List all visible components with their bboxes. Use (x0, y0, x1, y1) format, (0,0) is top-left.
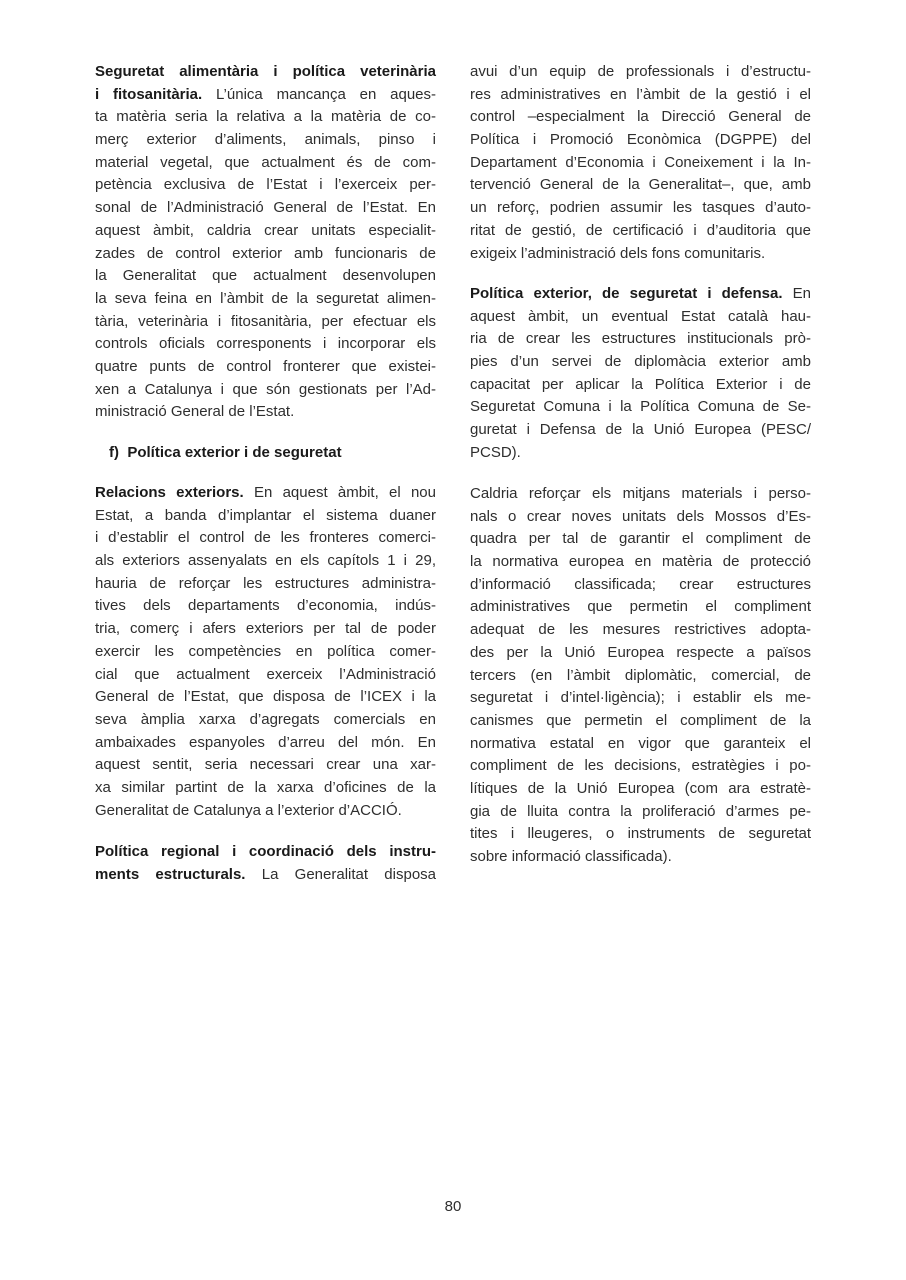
text-line (95, 841, 436, 864)
line-text: quadra per tal de garantir el compliment de (470, 530, 811, 548)
line-text: avui d’un equip de professionals i d’estructu- (470, 63, 811, 80)
line-text: tria, comerç i afers exteriors per tal de poder (95, 620, 436, 638)
bold-lead-in: Seguretat alimentària i política veterinària (95, 63, 436, 80)
bold-lead-in: Relacions exteriors. (95, 484, 244, 501)
text-line (95, 482, 436, 505)
line-text: la seva feina en l’àmbit de la seguretat alimen- (95, 289, 436, 307)
text-line (95, 618, 436, 641)
text-line (470, 283, 811, 306)
line-text: control –especialment la Direcció General de (470, 108, 811, 126)
text-line (95, 800, 436, 823)
text-line (95, 641, 436, 664)
line-text: administratives que permetin el compliment (470, 598, 811, 616)
line-text: aquest àmbit, caldria crear unitats especialit- (95, 221, 436, 239)
text-line (470, 442, 811, 465)
bold-lead-in: Política regional i coordinació dels instru- (95, 843, 436, 860)
line-text: hauria de reforçar les estructures administra- (95, 574, 436, 592)
line-text: aquest àmbit, un eventual Estat català hau- (470, 307, 811, 325)
text-line (470, 61, 811, 84)
text-line (470, 84, 811, 107)
line-text: gia de lluita contra la proliferació d’armes pe- (470, 802, 811, 820)
text-line (470, 801, 811, 824)
text-line (470, 710, 811, 733)
paragraph (470, 61, 811, 265)
line-text: normativa estatal en vigor que garanteix el (470, 734, 811, 752)
text-line (95, 265, 436, 288)
text-line (95, 152, 436, 175)
line-text: General de l’Estat, que disposa de l’ICEX i la (95, 688, 436, 706)
line-text: la Generalitat que actualment desenvolupen (95, 267, 436, 285)
text-line (95, 709, 436, 732)
text-line (470, 551, 811, 574)
line-text: d’informació classificada; crear estructures (470, 575, 811, 593)
text-line (95, 550, 436, 573)
line-text: Seguretat Comuna i la Política Comuna de Se- (470, 398, 811, 416)
paragraph (95, 61, 436, 424)
line-text: canismes que permetin el compliment de la (470, 711, 811, 729)
text-line (95, 288, 436, 311)
text-line (470, 328, 811, 351)
line-text: La Generalitat disposa (245, 865, 437, 883)
line-text: tervenció General de la Generalitat–, que, amb (470, 176, 811, 194)
line-text: i d’establir el control de les fronteres comerci- (95, 529, 436, 547)
line-text: zades de control exterior amb funcionaris de (95, 244, 436, 262)
line-text: Estat, a banda d’implantar el sistema duaner (95, 506, 436, 524)
text-line (95, 356, 436, 379)
text-line (95, 686, 436, 709)
text-line (470, 665, 811, 688)
line-text: xa similar partint de la xarxa d’oficines de la (95, 778, 436, 796)
paragraph (470, 483, 811, 869)
line-text: la normativa europea en matèria de protecció (470, 553, 811, 571)
text-line (95, 129, 436, 152)
line-text: ria de crear les estructures institucionals prò- (470, 330, 811, 348)
line-text: sobre informació classificada). (470, 848, 672, 865)
line-text: petència exclusiva de l’Estat i l’exerceix per- (95, 176, 436, 194)
text-line (470, 823, 811, 846)
text-line (95, 61, 436, 84)
line-text: material vegetal, que actualment és de com- (95, 153, 436, 171)
bold-lead-in: i fitosanitària. (95, 85, 203, 103)
text-line (95, 732, 436, 755)
text-line (470, 243, 811, 266)
line-text: seguretat i d’intel·ligència); i establir els me- (470, 689, 811, 707)
text-line (470, 306, 811, 329)
text-line (95, 595, 436, 618)
text-line (95, 106, 436, 129)
line-text: xen a Catalunya i que són gestionats per l’Ad- (95, 380, 436, 398)
text-line (470, 197, 811, 220)
text-line (95, 527, 436, 550)
text-line (95, 401, 436, 424)
text-line (95, 664, 436, 687)
line-text: tercers (en l’àmbit diplomàtic, comercial, de (470, 666, 811, 684)
text-line (470, 506, 811, 529)
line-text: En aquest àmbit, el nou (243, 484, 436, 501)
line-text: PCSD). (470, 443, 521, 461)
text-line (95, 311, 436, 334)
line-text: pies d’un servei de diplomàcia exterior amb (470, 353, 811, 371)
text-line (95, 864, 436, 887)
line-text: adequat de les mesures restrictives adopta- (470, 621, 811, 639)
line-text: Caldria reforçar els mitjans materials i perso- (470, 485, 811, 502)
line-text: seva àmplia xarxa d’agregats comercials en (95, 710, 436, 728)
text-line (95, 777, 436, 800)
line-text: lítiques de la Unió Europea (com ara estratè- (470, 779, 811, 797)
text-line (95, 174, 436, 197)
text-line (470, 419, 811, 442)
text-line (470, 619, 811, 642)
line-text: ambaixades espanyoles d’arreu del món. En (95, 733, 436, 751)
line-text: sonal de l’Administració General de l’Estat. En (95, 199, 436, 217)
line-text: controls oficials corresponents i incorporar els (95, 335, 436, 353)
line-text: tària, veterinària i fitosanitària, per efectuar els (95, 312, 436, 330)
text-line (470, 574, 811, 597)
text-line (470, 778, 811, 801)
bold-lead-in: Política exterior, de seguretat i defensa. (470, 285, 783, 302)
line-text: Política i Promoció Econòmica (DGPPE) del (470, 131, 811, 149)
text-line (95, 197, 436, 220)
text-line (470, 846, 811, 869)
line-text: res administratives en l’àmbit de la gestió i el (470, 85, 811, 103)
line-text: ministració General de l’Estat. (95, 403, 295, 421)
text-line (95, 379, 436, 402)
text-line (470, 687, 811, 710)
text-line (95, 243, 436, 266)
line-text: des per la Unió Europea respecte a països (470, 643, 811, 661)
bold-lead-in: ments estructurals. (95, 865, 246, 883)
text-line (95, 573, 436, 596)
text-line (95, 505, 436, 528)
text-line (470, 374, 811, 397)
line-text: L’única mancança en aques- (202, 85, 436, 103)
text-line (470, 106, 811, 129)
text-line (470, 596, 811, 619)
line-text: exercir les competències en política comer- (95, 642, 436, 660)
line-text: ta matèria seria la relativa a la matèria de co- (95, 108, 436, 126)
text-line (470, 733, 811, 756)
text-line (470, 129, 811, 152)
paragraph (95, 841, 436, 886)
line-text: guretat i Defensa de la Unió Europea (PESC/ (470, 421, 811, 439)
text-line (470, 483, 811, 506)
text-line (95, 220, 436, 243)
line-text: capacitat per aplicar la Política Exterior i de (470, 375, 811, 393)
text-line (470, 642, 811, 665)
text-line (95, 754, 436, 777)
text-line (470, 528, 811, 551)
line-text: tites i lleugeres, o instruments de seguretat (470, 825, 811, 843)
text-line (95, 84, 436, 107)
line-text: Generalitat de Catalunya a l’exterior d’ACCIÓ. (95, 801, 402, 819)
line-text: compliment de les decisions, estratègies i po- (470, 757, 811, 775)
text-line (470, 152, 811, 175)
line-text: tives dels departaments d’economia, indús- (95, 597, 436, 615)
line-text: quatre punts de control fronterer que existei- (95, 357, 436, 375)
line-text: aquest sentit, seria necessari crear una xar- (95, 756, 436, 774)
text-line (470, 220, 811, 243)
text-line (95, 333, 436, 356)
text-line (470, 351, 811, 374)
line-text: En (782, 285, 812, 302)
page-number: 80 (444, 1198, 462, 1215)
text-line (470, 174, 811, 197)
paragraph (470, 283, 811, 465)
text-line (470, 396, 811, 419)
line-text: cial que actualment exerceix l’Administració (95, 665, 436, 683)
line-text: ritat de gestió, de certificació i d’auditoria que (470, 221, 811, 239)
text-line (470, 755, 811, 778)
line-text: exigeix l’administració dels fons comunitaris. (470, 244, 766, 262)
section-heading: f) Política exterior i de seguretat (109, 444, 342, 461)
line-text: merç exterior d’aliments, animals, pinso i (95, 131, 436, 149)
line-text: nals o crear noves unitats dels Mossos d’Es- (470, 507, 811, 525)
line-text: als exteriors assenyalats en els capítols 1 i 29, (95, 552, 436, 570)
paragraph (95, 482, 436, 822)
line-text: un reforç, podrien assumir les tasques d’auto- (470, 199, 811, 217)
line-text: Departament d’Economia i Coneixement i la In- (470, 153, 811, 171)
